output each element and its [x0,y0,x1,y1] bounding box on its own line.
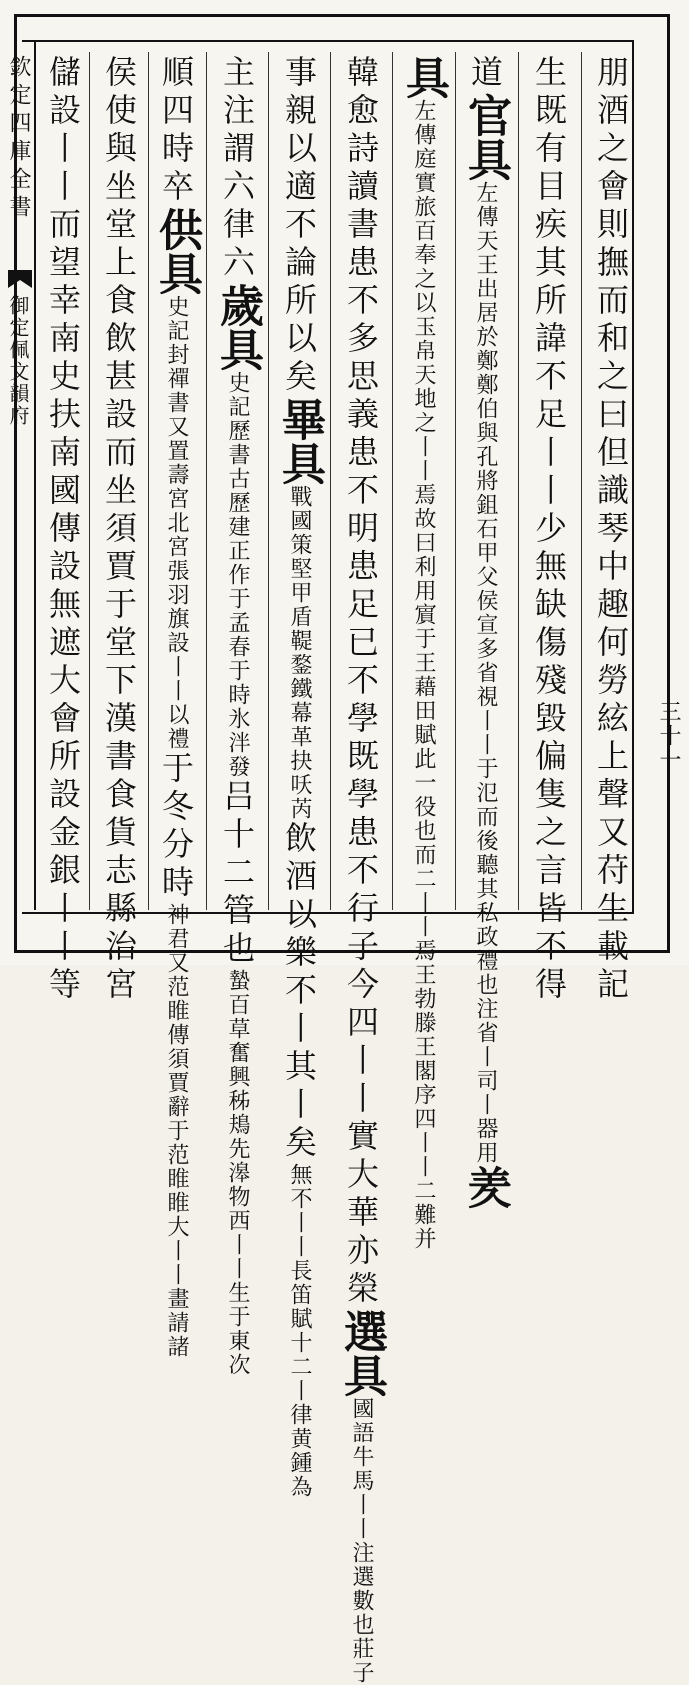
column-text: 儲設丨丨而望幸南史扶南國傳設無遮大會所設金銀丨丨等 [44,55,82,1005]
column-rule [148,52,149,910]
annotation: 國語牛馬丨丨 [349,1397,374,1541]
column-text: 生既有目疾其所諱不足丨丨少無缺傷殘毀偏隻之言皆不得 [530,55,568,1005]
annotation: 左傳天王出居於鄭鄭伯與孔將鉏石甲父侯宣多省 [473,181,498,685]
headword: 供具 [151,207,202,295]
headword: 畢具 [274,397,325,485]
column-rule [89,52,90,910]
fish-tail-ornament [8,270,32,288]
text-column-10 [40,55,86,1005]
column-rule [392,52,393,910]
column-rule [518,52,519,910]
column-rule [268,52,269,910]
annotation: 神君又范睢傳須賈辭于范睢睢大丨丨畫請諸 [164,903,189,1359]
text-column-1 [588,55,634,1005]
text-column-5 [336,55,387,1685]
text-column-3 [460,55,511,1209]
annotation: 視丨丨于氾而後聽其私政禮也注省丨司丨器用 [473,685,498,1165]
headword: 歲具 [212,283,263,371]
column-rule [581,52,582,910]
column-text: 侯使與坐堂上食飲甚設而坐須賈于堂下漢書食貨志縣治宮 [100,55,138,1005]
column-text: 飲酒以樂不丨其丨矣 [280,821,318,1163]
page-number: 三十一 [656,700,681,772]
column-text: 主注謂六律六 [218,55,256,283]
annotation: 史記歷書古歷建正作于孟春于時氷泮發 [225,371,250,779]
column-rule [455,52,456,910]
column-text: 學既學患不行子今四丨丨實大華亦榮 [342,701,380,1309]
column-rule [330,52,331,910]
column-text: 事親以適不論所以矣 [280,55,318,397]
text-column-4 [398,55,449,1251]
column-text: 順四時卒 [157,55,195,207]
column-text: 道 [466,55,504,93]
text-column-2 [526,55,572,1005]
annotation: 左傳庭實旅百奉之以玉帛天地之丨丨焉故曰利用賔于王 [411,99,436,675]
margin-title: 欽定四庫全書 [6,55,31,223]
column-text: 朋酒之會則撫而和之曰但識琴中趣何勞絃上聲又苻生載記 [592,55,630,1005]
text-column-8 [151,55,202,1359]
headword: 選具 [336,1309,387,1397]
column-text: 吕十二管也 [218,779,256,969]
text-column-7 [212,55,263,1377]
annotation: 蟄百草奮興秭鳺先滜物西丨丨生于東次 [225,969,250,1377]
headword: 官具 [460,93,511,181]
annotation: 戰國策堅甲盾鞮鍪鐵幕革抉㕭芮 [287,485,312,821]
text-column-6 [274,55,325,1499]
annotation: 史記封禪書又置壽宮北宮張羽旗設丨丨以禮 [164,295,189,751]
annotation: 注選數也莊子 [349,1541,374,1685]
text-column-9 [96,55,142,1005]
margin-subtitle: 御定佩文韻府 [6,295,30,427]
column-text: 于冬分時 [157,751,195,903]
column-rule [206,52,207,910]
headword: 羑 [460,1165,511,1209]
column-text: 韓愈詩讀書患不多思義患不明患足已不 [342,55,380,701]
annotation: 無不丨丨長笛賦十二丨律黄鍾為 [287,1163,312,1499]
headword: 具 [398,55,449,99]
annotation: 藉田賦此一役也而二丨丨焉王勃滕王閣序四丨丨二難并 [411,675,436,1251]
